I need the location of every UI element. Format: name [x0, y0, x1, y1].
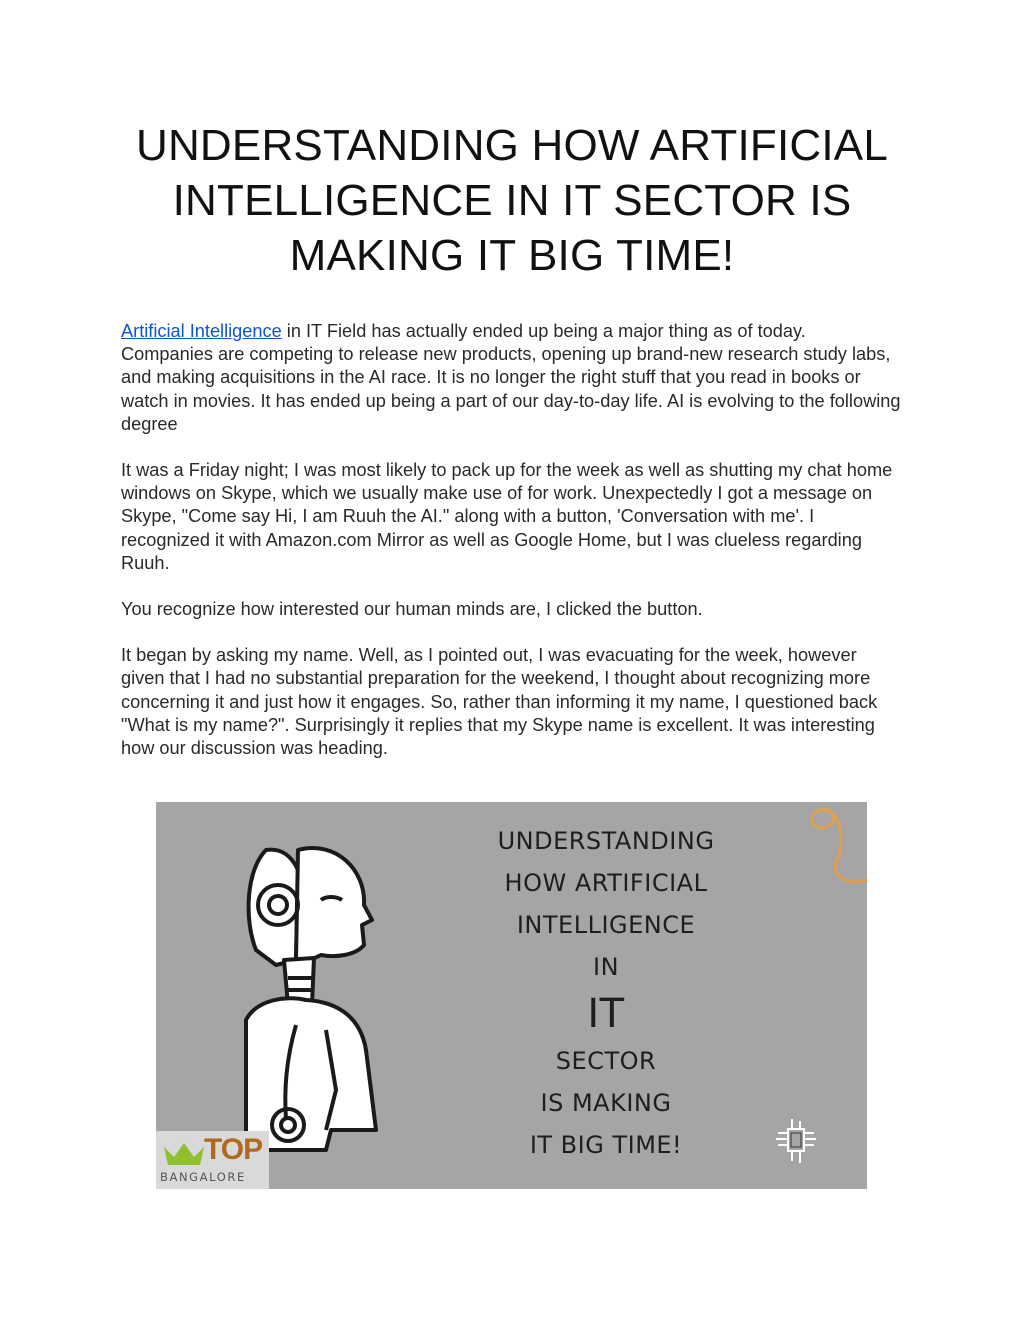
page-title [100, 118, 924, 283]
circuit-chip-icon [774, 1117, 818, 1165]
poster-headline [456, 820, 756, 1166]
title-line-3: MAKING IT BIG TIME! [289, 231, 735, 280]
logo-city: BANGALORE [160, 1170, 246, 1184]
logo-wordmark: TOP [204, 1133, 263, 1166]
paragraph-intro [121, 320, 901, 436]
poster-line-5: IT [587, 991, 625, 1037]
poster-line-8: IT BIG TIME! [529, 1131, 683, 1159]
decorative-squiggle-icon [796, 802, 867, 902]
poster-line-2: HOW ARTIFICIAL [504, 869, 708, 897]
article-body [121, 320, 901, 783]
artificial-intelligence-link[interactable]: Artificial Intelligence [121, 321, 282, 341]
poster-line-7: IS MAKING [540, 1089, 672, 1117]
title-line-1: UNDERSTANDING HOW ARTIFICIAL [135, 121, 889, 170]
article-poster-image [156, 802, 867, 1189]
crown-icon [162, 1139, 206, 1167]
paragraph-clicked-button: You recognize how interested our human minds are, I clicked the button. [121, 599, 703, 620]
robot-head-icon [226, 830, 386, 1160]
poster-line-3: INTELLIGENCE [516, 911, 696, 939]
paragraph-friday-night: It was a Friday night; I was most likely to pack up for the week as well as shutting my chat home windows on Skype, which we usually make use of for work. Unexpectedly I got a message on Skype, "Come say Hi, I am Ruuh the AI." along with a button, 'Conversation with me'. I recognized it with Amazon.com Mirror as well as Google Home, but I was clueless regarding Ruuh. [121, 460, 893, 573]
paragraph-intro-text: in IT Field has actually ended up being a major thing as of today. Companies are competing to release new products, opening up brand-new research study labs, and making acquisitions in the AI race. It is no longer the right stuff that you read in books or watch in movies. It has ended up being a part of our day-to-day life. AI is evolving to the following degree [121, 321, 901, 434]
poster-line-1: UNDERSTANDING [497, 827, 715, 855]
title-line-2: INTELLIGENCE IN IT SECTOR IS [172, 176, 852, 225]
top-bangalore-logo [156, 1131, 269, 1189]
poster-line-6: SECTOR [555, 1047, 657, 1075]
paragraph-asking-name: It began by asking my name. Well, as I pointed out, I was evacuating for the week, however given that I had no substantial preparation for the weekend, I thought about recognizing more concerning it and just how it engages. So, rather than informing it my name, I questioned back "What is my name?". Surprisingly it replies that my Skype name is excellent. It was interesting how our discussion was heading. [121, 645, 878, 759]
poster-line-4: IN [592, 953, 620, 981]
